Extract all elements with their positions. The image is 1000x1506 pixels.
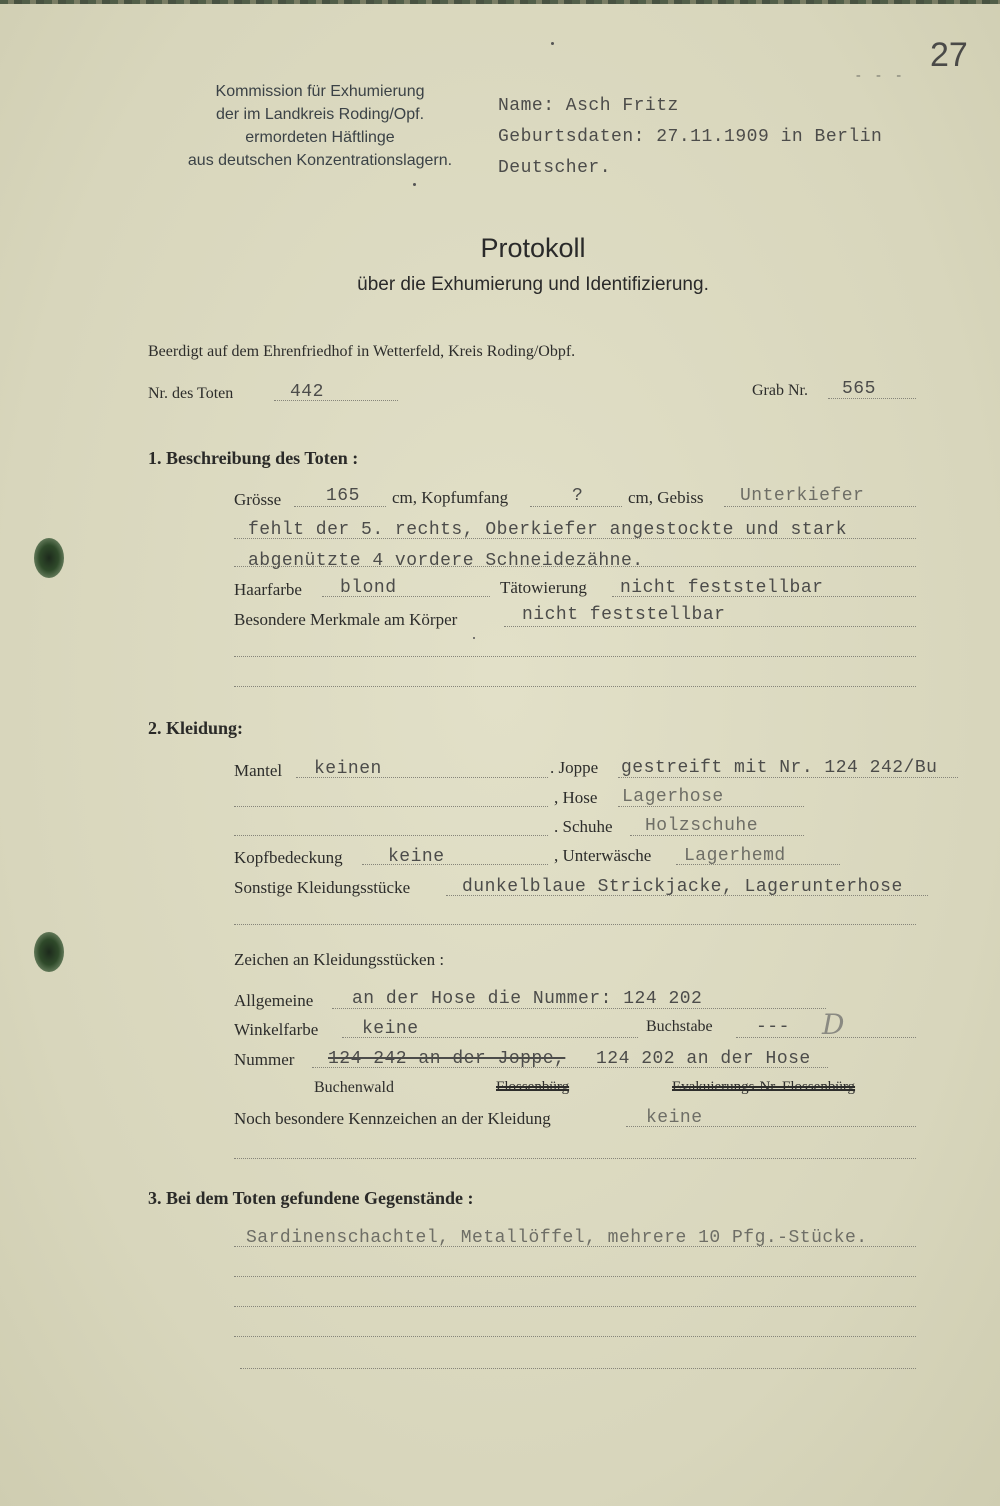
birth-line xyxy=(498,127,882,147)
number-label: Nummer xyxy=(234,1050,295,1069)
underwear-label: , Unterwäsche xyxy=(554,846,652,865)
tattoo-value: nicht feststellbar xyxy=(620,578,824,598)
letter-handwritten: D xyxy=(822,1008,845,1041)
other-clothing-label: Sonstige Kleidungsstücke xyxy=(234,878,411,897)
underwear-value: Lagerhemd xyxy=(684,846,786,866)
found-items: Sardinenschachtel, Metallöffel, mehrere 10 Pfg.-Stücke. xyxy=(246,1228,868,1248)
head-value: ? xyxy=(572,486,584,506)
commission-line-4: aus deutschen Konzentrationslagern. xyxy=(187,152,453,169)
angle-color-label: Winkelfarbe xyxy=(234,1020,319,1039)
marks-value: nicht feststellbar xyxy=(522,605,726,625)
general-label: Allgemeine xyxy=(234,991,314,1010)
burial-place: Beerdigt auf dem Ehrenfriedhof in Wetterfeld, Kreis Roding/Obpf. xyxy=(148,343,576,360)
hair-label: Haarfarbe xyxy=(234,580,302,599)
other-clothing-value: dunkelblaue Strickjacke, Lagerunterhose xyxy=(462,877,903,897)
dead-no-label: Nr. des Toten xyxy=(148,385,234,402)
evacuation-no-struck: Evakuierungs-Nr. Flossenbürg xyxy=(672,1079,856,1095)
dotted-line xyxy=(240,1368,916,1369)
marks-label: Besondere Merkmale am Körper xyxy=(234,610,458,629)
top-edge-decoration xyxy=(0,0,1000,4)
letter-label: Buchstabe xyxy=(646,1018,713,1035)
document-title: Protokoll xyxy=(480,233,586,263)
size-label: Grösse xyxy=(234,490,282,509)
tattoo-label: Tätowierung xyxy=(500,578,587,597)
dotted-line xyxy=(234,1336,916,1337)
teeth-value-1: Unterkiefer xyxy=(740,486,865,506)
coat-label: Mantel xyxy=(234,761,283,780)
camp-flossenbuerg-struck: Flossenbürg xyxy=(496,1079,570,1095)
shoes-label: . Schuhe xyxy=(554,817,613,836)
head-label: cm, Kopfumfang xyxy=(392,488,509,507)
birth-date: 27.11.1909 xyxy=(656,127,770,147)
dotted-line xyxy=(234,1158,916,1159)
dotted-line xyxy=(234,806,548,807)
general-value: an der Hose die Nummer: 124 202 xyxy=(352,989,703,1009)
birth-label: Geburtsdaten: xyxy=(498,127,645,147)
birth-in: in xyxy=(780,127,804,147)
dotted-line xyxy=(504,626,916,627)
punch-hole-top xyxy=(34,538,64,578)
number-value: 124 202 an der Hose xyxy=(596,1049,811,1069)
grave-value: 565 xyxy=(842,379,876,399)
document-subtitle: über die Exhumierung und Identifizierung. xyxy=(357,274,709,295)
special-marks-label: Noch besondere Kennzeichen an der Kleidung xyxy=(234,1109,551,1128)
person-name: Name: Asch Fritz xyxy=(498,96,679,116)
speck xyxy=(413,183,416,186)
punch-hole-bottom xyxy=(34,932,64,972)
commission-header xyxy=(160,80,480,172)
speck xyxy=(551,42,554,45)
trousers-label: , Hose xyxy=(554,788,598,807)
dotted-line xyxy=(294,506,386,507)
signs-heading: Zeichen an Kleidungsstücken : xyxy=(234,950,445,969)
hair-value: blond xyxy=(340,578,397,598)
angle-color-text: keine xyxy=(362,1019,419,1039)
section-3-heading: 3. Bei dem Toten gefundene Gegenstände : xyxy=(148,1188,474,1208)
speck xyxy=(473,637,475,639)
commission-line-3: ermordeten Häftlinge xyxy=(245,129,395,146)
birth-place: Berlin xyxy=(814,127,883,147)
dotted-line xyxy=(724,506,916,507)
commission-line-2: der im Landkreis Roding/Opf. xyxy=(215,106,425,123)
section-2-heading: 2. Kleidung: xyxy=(148,718,244,738)
number-struck-value: 124 242 an der Joppe, xyxy=(328,1049,566,1069)
grave-label: Grab Nr. xyxy=(752,382,808,399)
dotted-line xyxy=(234,656,916,657)
dotted-line xyxy=(530,506,622,507)
dotted-line xyxy=(234,835,548,836)
page-number: 27 xyxy=(930,36,968,74)
jacket-value: gestreift mit Nr. 124 242/Bu xyxy=(621,758,938,778)
dotted-line xyxy=(234,924,916,925)
dead-no-value: 442 xyxy=(290,382,324,402)
dotted-line xyxy=(234,1306,916,1307)
shoes-value: Holzschuhe xyxy=(645,816,759,836)
dotted-line xyxy=(234,686,916,687)
nationality: Deutscher. xyxy=(498,158,612,178)
teeth-value-3: abgenützte 4 vordere Schneidezähne. xyxy=(248,551,644,571)
dash-mark: - - - xyxy=(856,68,907,83)
coat-value: keinen xyxy=(314,759,382,779)
jacket-label: . Joppe xyxy=(550,758,599,777)
commission-line-1: Kommission für Exhumierung xyxy=(215,83,425,100)
special-marks-value: keine xyxy=(646,1108,703,1128)
headwear-value: keine xyxy=(388,847,445,867)
headwear-label: Kopfbedeckung xyxy=(234,848,343,867)
letter-value: --- xyxy=(756,1017,790,1037)
size-value: 165 xyxy=(326,486,360,506)
trousers-value: Lagerhose xyxy=(622,787,724,807)
teeth-value-2: fehlt der 5. rechts, Oberkiefer angestockte und stark xyxy=(248,520,847,540)
section-1-heading: 1. Beschreibung des Toten : xyxy=(148,448,359,468)
camp-buchenwald: Buchenwald xyxy=(314,1079,394,1096)
teeth-label: cm, Gebiss xyxy=(628,488,704,507)
dotted-line xyxy=(234,1276,916,1277)
